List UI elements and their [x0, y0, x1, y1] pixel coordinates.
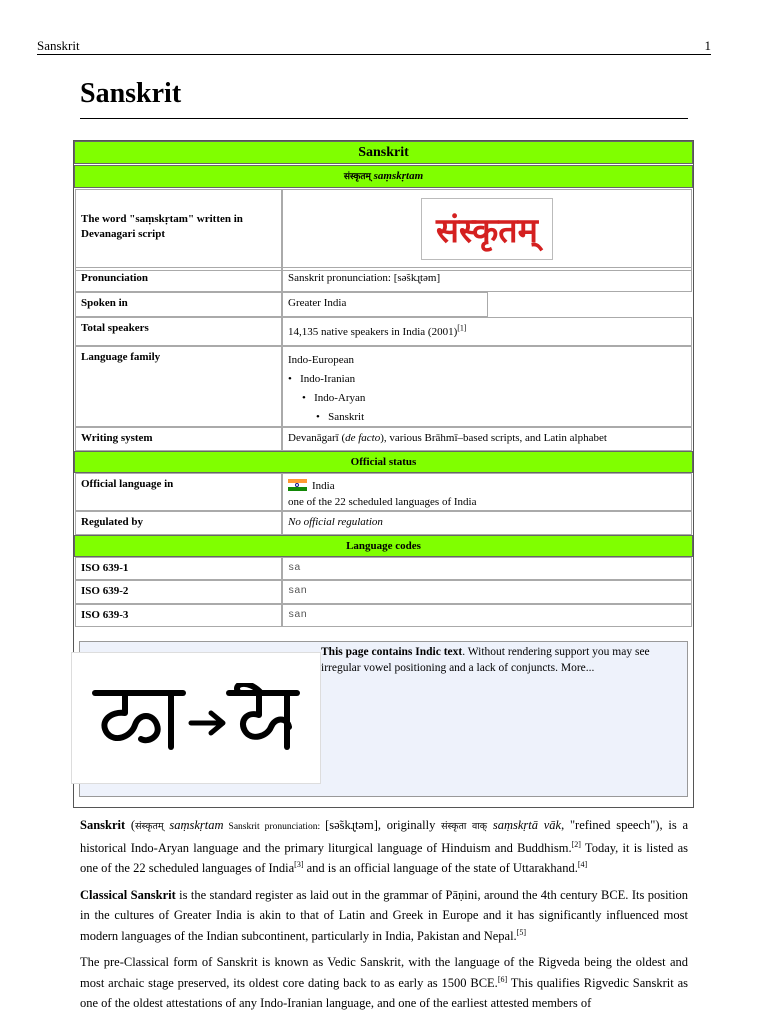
row-spoken-in — [74, 292, 693, 317]
spoken-in-label: Spoken in — [75, 292, 282, 317]
p2-term: Classical Sanskrit — [80, 887, 176, 902]
title-divider — [80, 118, 688, 119]
iso-639-1-value: sa — [282, 557, 692, 580]
language-family-label: Language family — [75, 346, 282, 427]
page-header — [37, 34, 711, 55]
language-codes-header-text: Language codes — [346, 540, 421, 552]
p3-text-1: The pre-Classical form of Sanskrit is known as Vedic Sanskrit, with the language of the Rigveda being the oldest and most archaic stage preserved, its oldest core dating back to as early as 1500 BCE. — [80, 955, 688, 990]
family-level-1[interactable]: Indo-European — [288, 354, 354, 366]
official-country-line — [288, 478, 686, 494]
infobox — [73, 140, 694, 808]
notice-body: . Without rendering support you may see irregular vowel positioning and a lack of conjuncts. More... — [321, 646, 650, 674]
official-language-value — [282, 473, 692, 511]
infobox-native-name — [74, 165, 693, 188]
iso-639-3-value: san — [282, 604, 692, 627]
p1-term: Sanskrit — [80, 818, 126, 832]
citation-2[interactable]: [2] — [571, 839, 581, 849]
row-iso-639-2 — [74, 580, 693, 604]
regulated-by-value: No official regulation — [282, 511, 692, 535]
official-status-header — [74, 451, 693, 473]
official-note: one of the 22 scheduled languages of India — [288, 496, 477, 508]
infobox-image-row — [74, 189, 693, 271]
iso-639-2-value: san — [282, 580, 692, 604]
p2-text: is the standard register as laid out in the grammar of Pāṇini, around the 4th century BCE. Its position in the cultures of Greater India is akin to that of Latin and Greek in Europe and it has significantly influenced most modern languages of the Indian subcontinent, particularly in India, Pakistan and Nepal. — [80, 887, 688, 943]
family-level-4: • Sanskrit — [316, 411, 365, 423]
p1-devanagari-2: संस्कृता वाक् — [441, 821, 488, 832]
iso-639-3-label: ISO 639-3 — [75, 604, 282, 627]
writing-system-label: Writing system — [75, 427, 282, 451]
total-speakers-value — [282, 317, 692, 346]
pronunciation-value: Sanskrit pronunciation: [sə̃skɻ̩təm] — [282, 267, 692, 292]
writing-system-text-a: Devanāgarī ( — [288, 432, 346, 444]
speakers-citation[interactable]: [1] — [457, 323, 467, 333]
p1-text-3: , "refined speech"), is a historical Indo-Aryan language and the primary liturgical language of Hinduism and Buddhism. — [80, 818, 688, 855]
p1-roman-1: saṃskṛtam — [163, 818, 224, 832]
family-level-3-text[interactable]: Indo-Aryan — [314, 392, 366, 404]
row-language-family — [74, 346, 693, 427]
row-iso-639-1 — [74, 557, 693, 580]
regulated-by-label: Regulated by — [75, 511, 282, 535]
paragraph-2 — [80, 885, 688, 947]
pronunciation-label: Pronunciation — [75, 267, 282, 292]
notice-text — [321, 644, 683, 676]
native-name-roman: saṃskṛtam — [373, 170, 424, 182]
iso-639-1-label: ISO 639-1 — [75, 557, 282, 580]
official-language-label: Official language in — [75, 473, 282, 511]
family-level-2-text[interactable]: Indo-Iranian — [300, 373, 356, 385]
citation-4[interactable]: [4] — [577, 859, 588, 869]
family-level-2: • Indo-Iranian — [288, 373, 356, 385]
infobox-title-text: Sanskrit — [358, 145, 409, 160]
official-country-link[interactable]: India — [312, 480, 335, 492]
iso-639-2-label: ISO 639-2 — [75, 580, 282, 604]
citation-5[interactable]: [5] — [516, 927, 527, 937]
row-regulated-by — [74, 511, 693, 535]
page-number: 1 — [704, 38, 711, 53]
total-speakers-text: 14,135 native speakers in India (2001) — [288, 326, 458, 338]
image-caption: The word "saṃskṛtam" written in Devanagari script — [75, 189, 282, 271]
paragraph-3 — [80, 952, 688, 1014]
p1-text-4: Today, it is listed as one of the 22 scheduled languages of India — [80, 840, 688, 875]
language-codes-header — [74, 535, 693, 557]
row-official-language — [74, 473, 693, 511]
p1-text-1: ( — [125, 818, 136, 832]
infobox-title — [74, 141, 693, 164]
paragraph-1 — [80, 815, 688, 879]
total-speakers-label: Total speakers — [75, 317, 282, 346]
page-title: Sanskrit — [80, 78, 182, 109]
p1-roman-2: saṃskṛtā vāk — [487, 818, 562, 832]
row-total-speakers — [74, 317, 693, 346]
citation-3[interactable]: [3] — [294, 859, 304, 869]
family-level-3: • Indo-Aryan — [302, 392, 366, 404]
indic-text-notice — [79, 641, 688, 797]
language-family-tree — [282, 346, 692, 427]
writing-system-text-b: ), various Brāhmī–based scripts, and Latin alphabet — [380, 432, 607, 444]
conjunct-rendering-image[interactable] — [71, 652, 321, 784]
sanskrit-script-image[interactable]: संस्कृतम् — [421, 198, 553, 260]
p1-text-2: [sə̃skɻ̩təm], originally — [325, 818, 442, 832]
spoken-in-link[interactable]: Greater India — [288, 297, 347, 309]
notice-bold-link[interactable]: This page contains Indic text — [321, 646, 463, 658]
writing-system-value — [282, 427, 692, 451]
conjunct-example-icon — [91, 683, 301, 753]
writing-system-italic: de facto — [345, 432, 381, 444]
row-iso-639-3 — [74, 604, 693, 627]
spoken-in-value — [282, 292, 488, 317]
row-pronunciation — [74, 267, 693, 292]
article-body — [80, 815, 688, 1020]
row-writing-system — [74, 427, 693, 451]
india-flag-icon — [288, 479, 307, 491]
official-status-header-text: Official status — [350, 456, 417, 468]
p1-pronunciation-label[interactable]: Sanskrit pronunciation: — [223, 822, 326, 832]
family-level-4-text: Sanskrit — [328, 411, 365, 423]
native-name-devanagari: संस्कृतम् — [343, 172, 371, 182]
p1-devanagari-1: संस्कृतम् — [135, 821, 164, 832]
running-title: Sanskrit — [37, 38, 80, 53]
citation-6[interactable]: [6] — [497, 974, 508, 984]
p3-text-2: This qualifies Rigvedic Sanskrit as one of the oldest attestations of any Indo-Iranian language, and one of the earliest attested members of — [80, 975, 688, 1010]
p1-text-5: and is an official language of the state of Uttarakhand. — [303, 861, 578, 875]
